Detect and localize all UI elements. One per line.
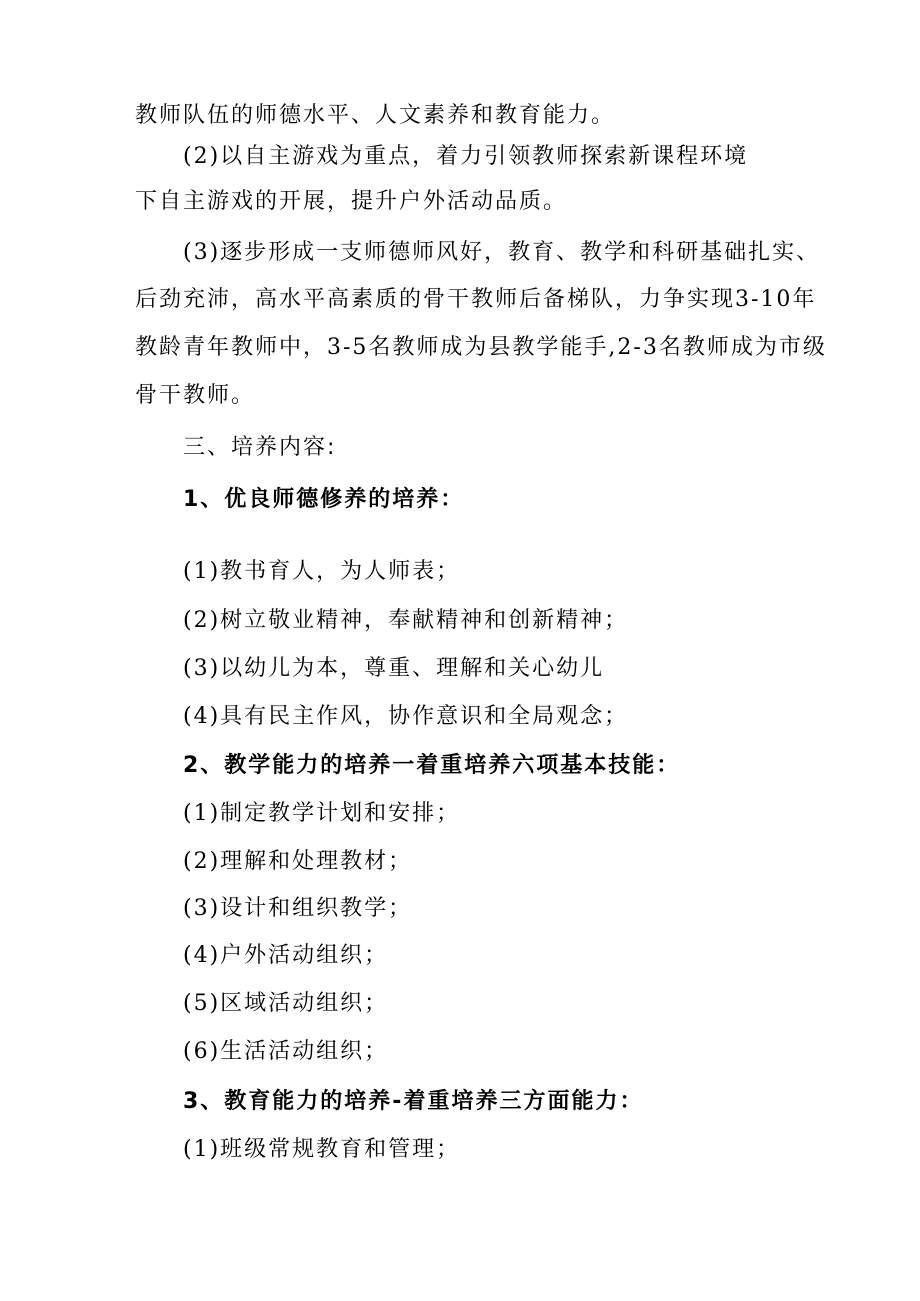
list-item: (2)理解和处理教材； bbox=[183, 849, 413, 874]
paragraph-line: (3)逐步形成一支师德师风好，教育、教学和科研基础扎实、 bbox=[183, 240, 821, 265]
list-item: (3)以幼儿为本，尊重、理解和关心幼儿 bbox=[183, 656, 605, 681]
list-item: (1)教书育人，为人师表； bbox=[183, 559, 461, 584]
list-item: (2)树立敬业精神，奉献精神和创新精神； bbox=[183, 608, 629, 633]
list-item: (6)生活活动组织； bbox=[183, 1039, 389, 1064]
paragraph-line: 教龄青年教师中，3-5名教师成为县教学能手,2-3名教师成为市级 bbox=[135, 335, 827, 360]
section-heading: 三、培养内容: bbox=[183, 435, 337, 460]
list-item: (3)设计和组织教学； bbox=[183, 896, 413, 921]
subsection-title: 2、教学能力的培养一着重培养六项基本技能： bbox=[183, 753, 681, 778]
list-item: (5)区域活动组织； bbox=[183, 991, 389, 1016]
paragraph-line: 教师队伍的师德水平、人文素养和教育能力。 bbox=[135, 103, 616, 128]
list-item: (4)具有民主作风，协作意识和全局观念； bbox=[183, 704, 629, 729]
list-item: (4)户外活动组织； bbox=[183, 943, 389, 968]
list-item: (1)制定教学计划和安排； bbox=[183, 801, 461, 826]
paragraph-line: (2)以自主游戏为重点，着力引领教师探索新课程环境 bbox=[183, 144, 749, 169]
paragraph-line: 下自主游戏的开展，提升户外活动品质。 bbox=[135, 189, 568, 214]
list-item: (1)班级常规教育和管理； bbox=[183, 1137, 461, 1162]
subsection-title: 1、优良师德修养的培养： bbox=[183, 487, 465, 512]
paragraph-line: 后劲充沛，高水平高素质的骨干教师后备梯队，力争实现3-10年 bbox=[135, 287, 817, 312]
paragraph-line: 骨干教师。 bbox=[135, 383, 256, 408]
subsection-title: 3、教育能力的培养-着重培养三方面能力： bbox=[183, 1089, 644, 1114]
